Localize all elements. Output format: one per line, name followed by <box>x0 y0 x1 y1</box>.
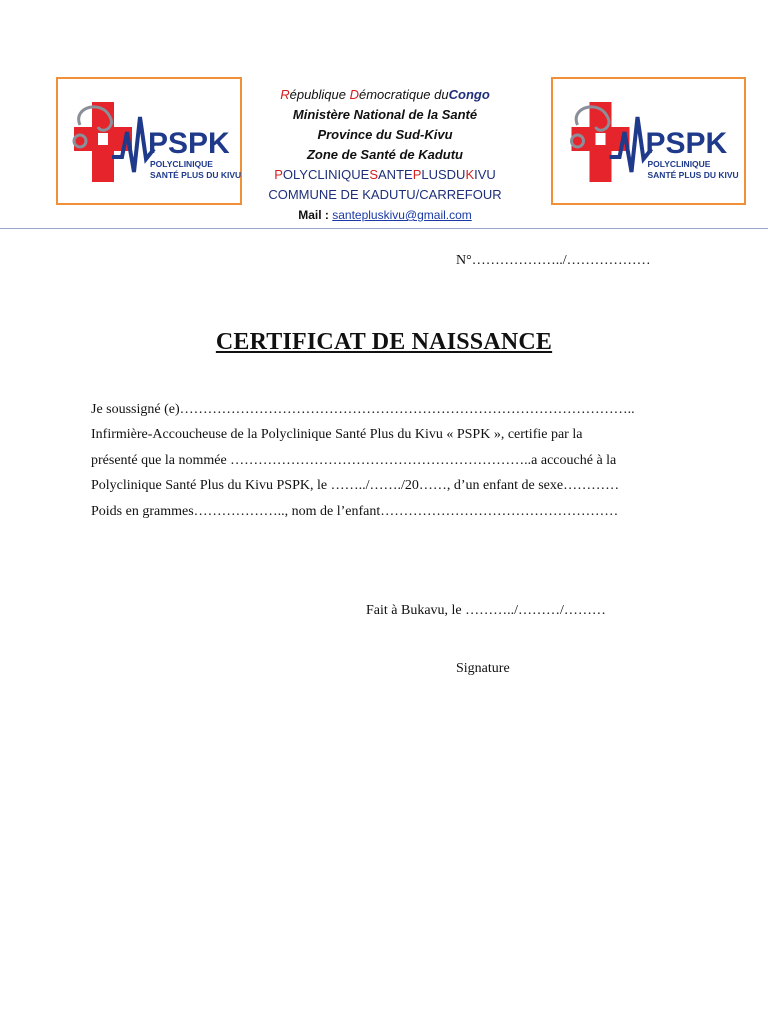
pspk-logo-graphic <box>72 97 242 187</box>
certificate-number: N°………………../……………… <box>456 253 651 268</box>
poly-initial-p2: P <box>412 167 422 182</box>
sante-word: ANTE <box>378 167 413 182</box>
logo-sub2-text: SANTÉ PLUS DU KIVU <box>150 170 242 180</box>
province-line: Province du Sud-Kivu <box>317 127 453 142</box>
poly-initial-s: S <box>369 167 379 182</box>
logo-sub2-text: SANTÉ PLUS DU KIVU <box>647 170 739 180</box>
document-title: CERTIFICAT DE NAISSANCE <box>215 329 553 355</box>
pspk-logo-left <box>56 77 242 205</box>
body-line-1: Je soussigné (e)…………………………………………………………………………………….. <box>91 402 635 417</box>
poly-initial-p: P <box>274 167 283 182</box>
democratic-word: émocratique du <box>359 87 449 102</box>
congo-word: Congo <box>448 87 490 102</box>
logo-sub1-text: POLYCLINIQUE <box>150 159 213 169</box>
commune-line: COMMUNE DE KADUTU/CARREFOUR <box>268 187 502 202</box>
pspk-logo-right <box>551 77 746 205</box>
kivu-word: IVU <box>474 167 496 182</box>
poly-initial-k: K <box>465 167 475 182</box>
logo-sub1-text: POLYCLINIQUE <box>647 159 711 169</box>
logo-brand-text: PSPK <box>645 127 728 160</box>
pspk-logo-graphic <box>567 97 739 187</box>
polyclinic-line <box>250 165 520 185</box>
ministry-line: Ministère National de la Santé <box>292 107 478 122</box>
poly-word: OLYCLINIQUE <box>282 167 370 182</box>
mail-label: Mail : <box>298 208 333 222</box>
mail-line <box>250 205 520 225</box>
republic-initial-d: D <box>349 87 359 102</box>
republic-word: épublique <box>289 87 350 102</box>
letterhead <box>250 85 520 225</box>
plusdu-word: LUSDU <box>421 167 466 182</box>
republic-line <box>250 85 520 105</box>
place-date-line: Fait à Bukavu, le ………../………/……… <box>366 603 606 618</box>
mail-link[interactable]: santepluskivu@gmail.com <box>332 208 472 222</box>
republic-initial-r: R <box>280 87 290 102</box>
signature-label: Signature <box>456 661 510 676</box>
header-divider <box>0 228 768 229</box>
zone-line: Zone de Santé de Kadutu <box>306 147 463 162</box>
body-line-5: Poids en grammes……………….., nom de l’enfant…………………………………………… <box>91 504 619 519</box>
body-line-2: Infirmière-Accoucheuse de la Polyclinique Santé Plus du Kivu « PSPK », certifie par la <box>91 427 583 442</box>
body-line-4: Polyclinique Santé Plus du Kivu PSPK, le ……../……./20……, d’un enfant de sexe………… <box>91 478 620 493</box>
body-line-3: présenté que la nommée ………………………………………………………..a accouché à la <box>91 453 617 468</box>
logo-brand-text: PSPK <box>148 127 230 160</box>
